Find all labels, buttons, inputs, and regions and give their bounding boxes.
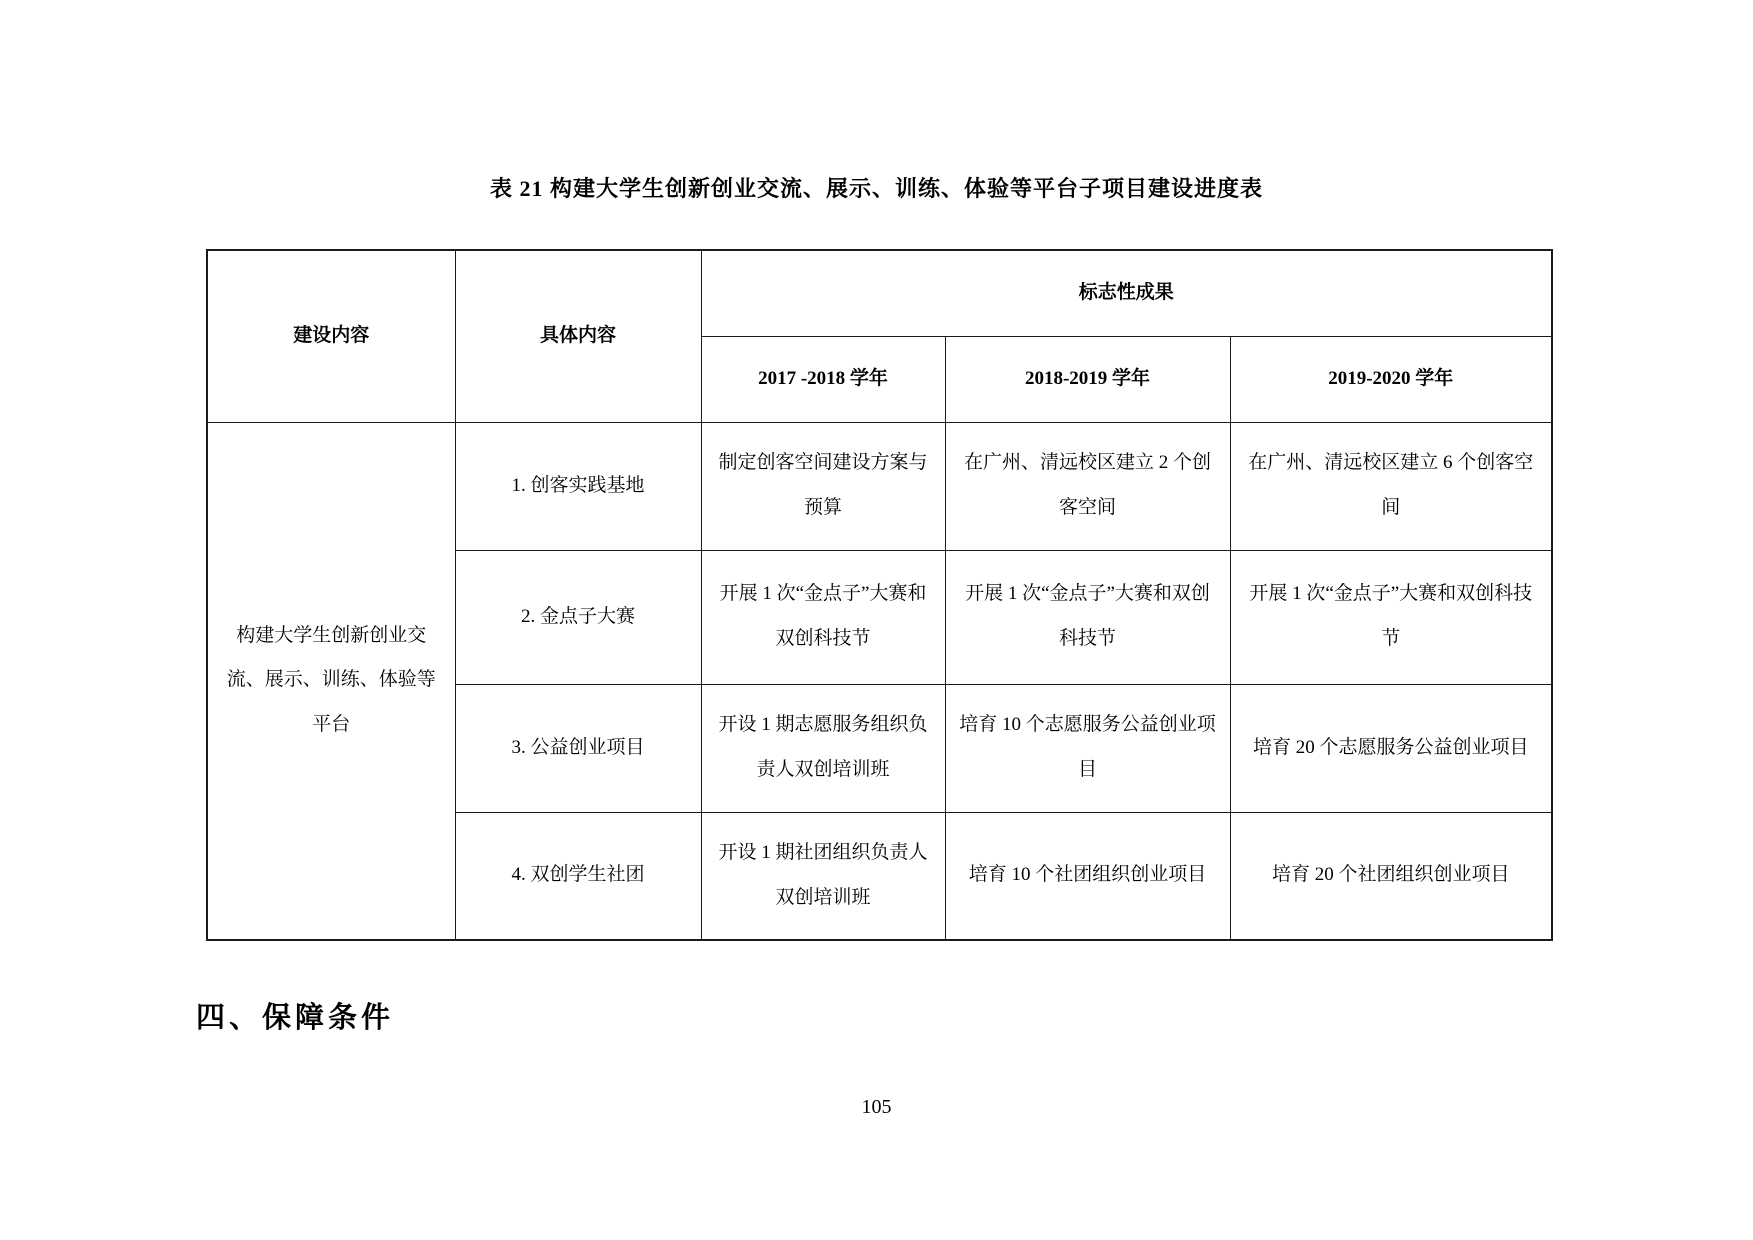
- row4-year3-cell: 培育 20 个社团组织创业项目: [1230, 812, 1552, 940]
- row1-specific-cell: 1. 创客实践基地: [455, 422, 701, 550]
- row4-year2-cell: 培育 10 个社团组织创业项目: [945, 812, 1230, 940]
- row3-year2-cell: 培育 10 个志愿服务公益创业项目: [945, 684, 1230, 812]
- header-construction-content: 建设内容: [207, 250, 455, 422]
- header-year-2018-2019: 2018-2019 学年: [945, 336, 1230, 422]
- row3-year3-cell: 培育 20 个志愿服务公益创业项目: [1230, 684, 1552, 812]
- row2-specific-cell: 2. 金点子大赛: [455, 550, 701, 684]
- row1-year1-cell: 制定创客空间建设方案与预算: [701, 422, 945, 550]
- row2-year3-cell: 开展 1 次“金点子”大赛和双创科技节: [1230, 550, 1552, 684]
- page-number: 105: [861, 1096, 892, 1118]
- row3-year1-cell: 开设 1 期志愿服务组织负责人双创培训班: [701, 684, 945, 812]
- table-caption: 表 21 构建大学生创新创业交流、展示、训练、体验等平台子项目建设进度表: [489, 176, 1263, 201]
- section-heading: 四、保障条件: [196, 1002, 395, 1034]
- header-results-group: 标志性成果: [701, 250, 1552, 336]
- header-year-2019-2020: 2019-2020 学年: [1230, 336, 1552, 422]
- merged-construction-cell: 构建大学生创新创业交流、展示、训练、体验等平台: [207, 422, 455, 940]
- progress-table: [206, 249, 1553, 941]
- table-row: [207, 422, 1552, 550]
- row1-year2-cell: 在广州、清远校区建立 2 个创客空间: [945, 422, 1230, 550]
- header-specific-content: 具体内容: [455, 250, 701, 422]
- row1-year3-cell: 在广州、清远校区建立 6 个创客空间: [1230, 422, 1552, 550]
- row3-specific-cell: 3. 公益创业项目: [455, 684, 701, 812]
- header-year-2017-2018: 2017 -2018 学年: [701, 336, 945, 422]
- row2-year2-cell: 开展 1 次“金点子”大赛和双创科技节: [945, 550, 1230, 684]
- row4-specific-cell: 4. 双创学生社团: [455, 812, 701, 940]
- row4-year1-cell: 开设 1 期社团组织负责人双创培训班: [701, 812, 945, 940]
- header-row-top: [207, 250, 1552, 336]
- row2-year1-cell: 开展 1 次“金点子”大赛和双创科技节: [701, 550, 945, 684]
